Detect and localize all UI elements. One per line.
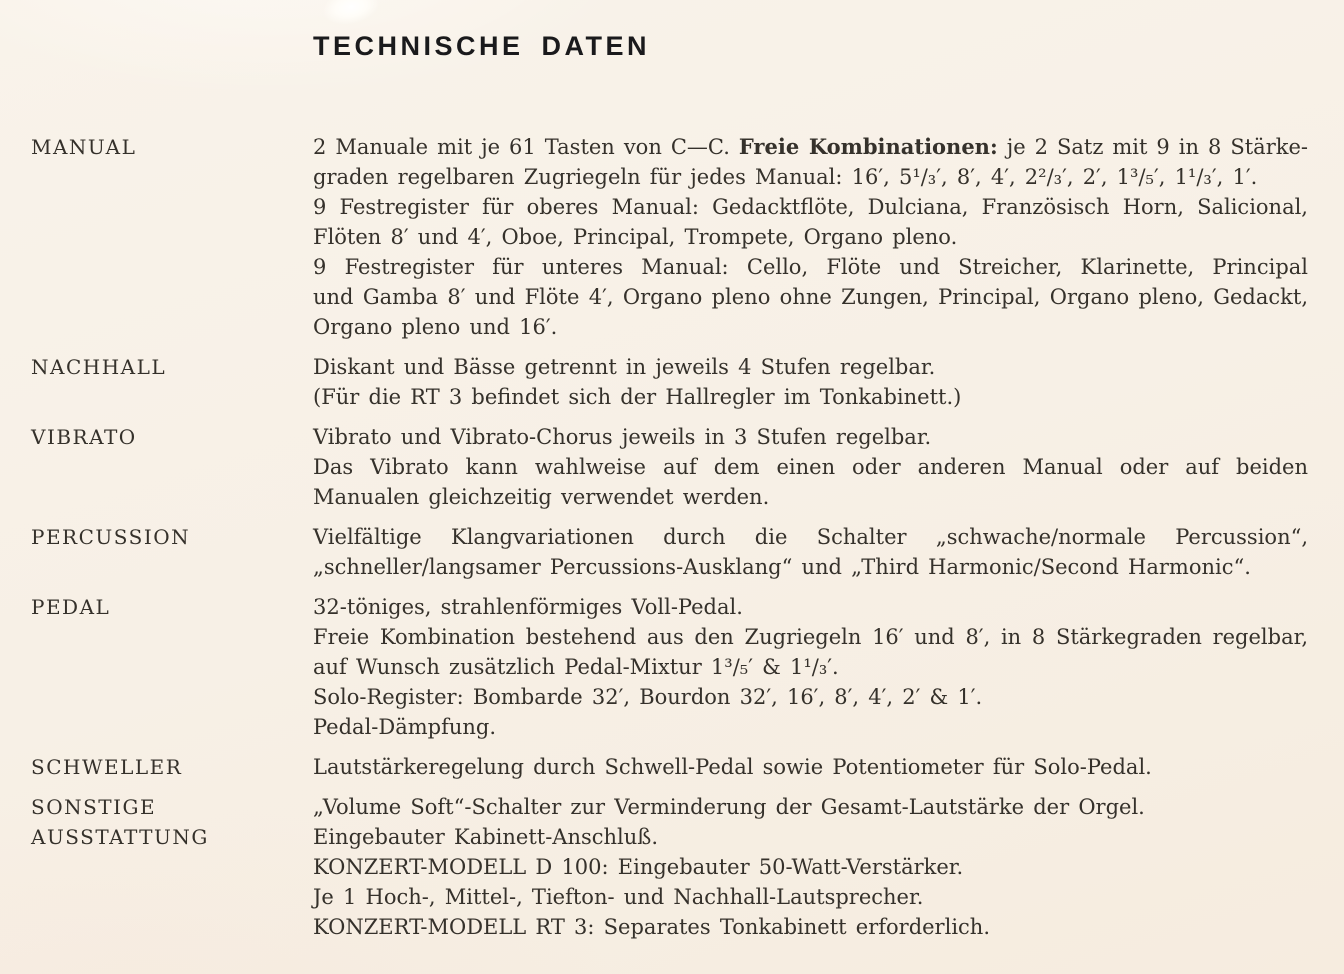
spec-section <box>31 422 1308 512</box>
section-label <box>31 422 313 452</box>
body-text: Eingebauter Kabinett-Anschluß. <box>313 825 659 849</box>
section-label <box>31 522 313 552</box>
body-line <box>313 712 1308 742</box>
body-line <box>313 752 1308 782</box>
section-body <box>313 352 1308 412</box>
body-text: (Für die RT 3 befindet sich der Hallregler im Tonkabinett.) <box>313 385 962 409</box>
section-label-line: AUSSTATTUNG <box>31 825 209 849</box>
body-line <box>313 132 1308 162</box>
body-text: „Volume Soft“-Schalter zur Verminderung der Gesamt-Lautstärke der Orgel. <box>313 795 1145 819</box>
section-body <box>313 522 1308 582</box>
body-text: Je 1 Hoch-, Mittel-, Tiefton- und Nachhall-Lautsprecher. <box>313 885 924 909</box>
body-text: 2 Manuale mit je 61 Tasten von C—C. <box>313 135 739 159</box>
body-text: auf Wunsch zusätzlich Pedal-Mixtur 1³/₅′ & 1¹/₃′. <box>313 655 839 679</box>
body-line <box>313 822 1308 852</box>
spec-section <box>31 522 1308 582</box>
page-title: TECHNISCHE DATEN <box>313 31 651 61</box>
body-text: KONZERT-MODELL D 100: Eingebauter 50-Watt-Verstärker. <box>313 855 964 879</box>
body-text: Flöten 8′ und 4′, Oboe, Principal, Trompete, Organo pleno. <box>313 225 958 249</box>
body-text: Das Vibrato kann wahlweise auf dem einen oder anderen Manual oder auf beiden <box>313 455 1308 479</box>
body-text: KONZERT-MODELL RT 3: Separates Tonkabinett erforderlich. <box>313 915 990 939</box>
section-label <box>31 132 313 162</box>
body-line <box>313 852 1308 882</box>
body-line <box>313 792 1308 822</box>
body-line <box>313 352 1308 382</box>
section-label <box>31 792 313 852</box>
body-line <box>313 522 1308 552</box>
spec-section <box>31 792 1308 942</box>
section-label-line: SONSTIGE <box>31 795 157 819</box>
body-line <box>313 192 1308 222</box>
body-text: und Gamba 8′ und Flöte 4′, Organo pleno ohne Zungen, Principal, Organo pleno, Gedackt, <box>313 285 1308 309</box>
body-line <box>313 162 1308 192</box>
section-body <box>313 752 1308 782</box>
body-line <box>313 482 1308 512</box>
body-line <box>313 282 1308 312</box>
body-line <box>313 882 1308 912</box>
body-text: je 2 Satz mit 9 in 8 Stärke- <box>997 135 1308 159</box>
body-line <box>313 312 1308 342</box>
spec-section <box>31 592 1308 742</box>
section-label-line: NACHHALL <box>31 355 167 379</box>
body-line <box>313 682 1308 712</box>
spec-section <box>31 132 1308 342</box>
section-body <box>313 792 1308 942</box>
body-text: Pedal-Dämpfung. <box>313 715 497 739</box>
body-text: Lautstärkeregelung durch Schwell-Pedal sowie Potentiometer für Solo-Pedal. <box>313 755 1152 779</box>
section-label <box>31 592 313 622</box>
body-line <box>313 652 1308 682</box>
section-label-line: MANUAL <box>31 135 137 159</box>
body-text: Vibrato und Vibrato-Chorus jeweils in 3 Stufen regelbar. <box>313 425 932 449</box>
spec-section <box>31 352 1308 412</box>
body-line <box>313 452 1308 482</box>
technical-data-table <box>31 132 1308 942</box>
section-body <box>313 422 1308 512</box>
body-text: 32-töniges, strahlenförmiges Voll-Pedal. <box>313 595 743 619</box>
body-text: graden regelbaren Zugriegeln für jedes Manual: 16′, 5¹/₃′, 8′, 4′, 2²/₃′, 2′, 1³/₅′, 1¹/₃′, 1′. <box>313 165 1258 189</box>
section-body <box>313 592 1308 742</box>
body-line <box>313 382 1308 412</box>
body-line <box>313 252 1308 282</box>
body-line <box>313 622 1308 652</box>
section-label-line: PEDAL <box>31 595 111 619</box>
body-text-bold: Freie Kombinationen: <box>738 134 998 159</box>
paper-smudge-artifact <box>319 0 383 30</box>
body-text: 9 Festregister für oberes Manual: Gedacktflöte, Dulciana, Französisch Horn, Salicional, <box>313 195 1308 219</box>
section-label-line: VIBRATO <box>31 425 137 449</box>
section-label <box>31 352 313 382</box>
body-text: Vielfältige Klangvariationen durch die Schalter „schwache/normale Percussion“, <box>313 525 1308 549</box>
body-line <box>313 422 1308 452</box>
body-text: Freie Kombination bestehend aus den Zugriegeln 16′ und 8′, in 8 Stärkegraden regelbar, <box>313 625 1308 649</box>
body-line <box>313 592 1308 622</box>
section-label-line: PERCUSSION <box>31 525 191 549</box>
body-line <box>313 912 1308 942</box>
section-label <box>31 752 313 782</box>
body-text: 9 Festregister für unteres Manual: Cello, Flöte und Streicher, Klarinette, Principal <box>313 255 1308 279</box>
body-text: Organo pleno und 16′. <box>313 315 558 339</box>
section-label-line: SCHWELLER <box>31 755 183 779</box>
spec-section <box>31 752 1308 782</box>
section-body <box>313 132 1308 342</box>
body-text: „schneller/langsamer Percussions-Ausklang“ und „Third Harmonic/Second Harmonic“. <box>313 555 1251 579</box>
body-line <box>313 222 1308 252</box>
body-text: Manualen gleichzeitig verwendet werden. <box>313 485 770 509</box>
body-text: Diskant und Bässe getrennt in jeweils 4 Stufen regelbar. <box>313 355 936 379</box>
body-line <box>313 552 1308 582</box>
body-text: Solo-Register: Bombarde 32′, Bourdon 32′, 16′, 8′, 4′, 2′ & 1′. <box>313 685 983 709</box>
